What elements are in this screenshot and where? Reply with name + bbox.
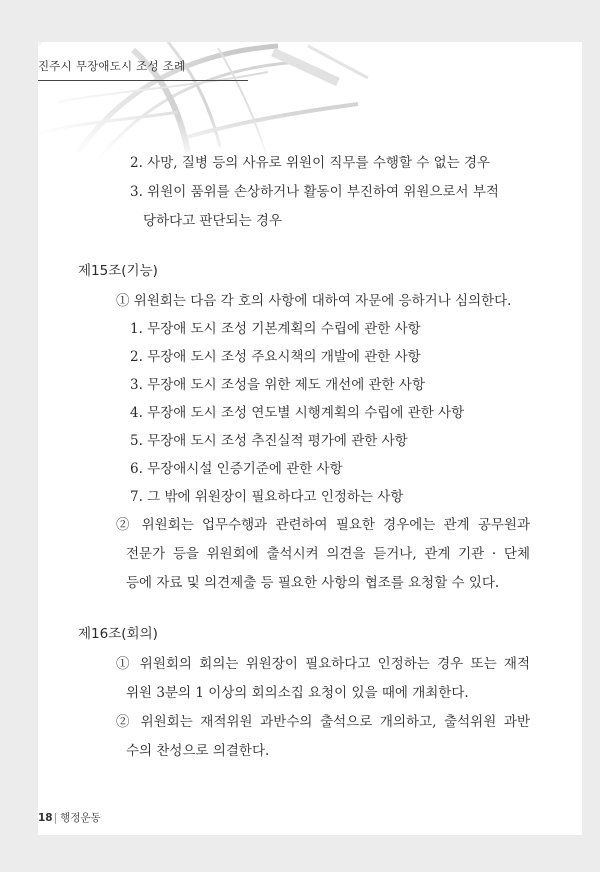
article-15-item-5: 5. 무장애 도시 조성 추진실적 평가에 관한 사항 <box>130 433 408 449</box>
article-16-heading: 제16조(회의) <box>78 626 158 642</box>
document-header-title: 진주시 무장애도시 조성 조례 <box>38 59 186 73</box>
scan-margin-top <box>0 0 600 42</box>
article-15-item-2: 2. 무장애 도시 조성 주요시책의 개발에 관한 사항 <box>130 349 421 365</box>
article-15-paragraph-2-line-3: 등에 자료 및 의견제출 등 필요한 사항의 협조를 요청할 수 있다. <box>126 575 500 591</box>
article-16-paragraph-1-line-2: 위원 3분의 1 이상의 회의소집 요청이 있을 때에 개최한다. <box>126 685 469 701</box>
article-15-paragraph-2: ② 위원회는 업무수행과 관련하여 필요한 경우에는 관계 공무원과 <box>116 517 530 533</box>
article-15-item-6: 6. 무장애시설 인증기준에 관한 사항 <box>130 461 343 477</box>
article-15-paragraph-1: ① 위원회는 다음 각 호의 사항에 대하여 자문에 응하거나 심의한다. <box>116 293 512 309</box>
page-footer <box>38 810 101 826</box>
article-15-item-1: 1. 무장애 도시 조성 기본계획의 수립에 관한 사항 <box>130 321 421 337</box>
article-15-heading: 제15조(기능) <box>78 263 158 279</box>
document-page <box>38 42 582 835</box>
scan-margin-right <box>582 0 600 872</box>
header-rule <box>38 80 248 81</box>
scan-margin-bottom <box>0 835 600 872</box>
item-3-continuation: 당하다고 판단되는 경우 <box>143 213 282 229</box>
footer-section-name: 행정운동 <box>60 812 101 824</box>
scan-margin-left <box>0 0 38 872</box>
article-16-paragraph-2-line-2: 수의 찬성으로 의결한다. <box>126 743 270 759</box>
article-15-paragraph-2-line-2: 전문가 등을 위원회에 출석시켜 의견을 듣거나, 관계 기관 · 단체 <box>126 546 530 562</box>
item-2-text: 2. 사망, 질병 등의 사유로 위원이 직무를 수행할 수 없는 경우 <box>130 155 491 171</box>
footer-separator: | <box>53 812 58 824</box>
article-15-item-7: 7. 그 밖에 위원장이 필요하다고 인정하는 사항 <box>130 489 404 505</box>
article-16-paragraph-1: ① 위원회의 회의는 위원장이 필요하다고 인정하는 경우 또는 재적 <box>116 656 530 672</box>
page-number: 18 <box>38 812 53 824</box>
article-15-item-3: 3. 무장애 도시 조성을 위한 제도 개선에 관한 사항 <box>130 377 425 393</box>
article-16-paragraph-2: ② 위원회는 재적위원 과반수의 출석으로 개의하고, 출석위원 과반 <box>116 714 530 730</box>
item-3-text: 3. 위원이 품위를 손상하거나 활동이 부진하여 위원으로서 부적 <box>130 184 499 200</box>
article-15-item-4: 4. 무장애 도시 조성 연도별 시행계획의 수립에 관한 사항 <box>130 405 465 421</box>
